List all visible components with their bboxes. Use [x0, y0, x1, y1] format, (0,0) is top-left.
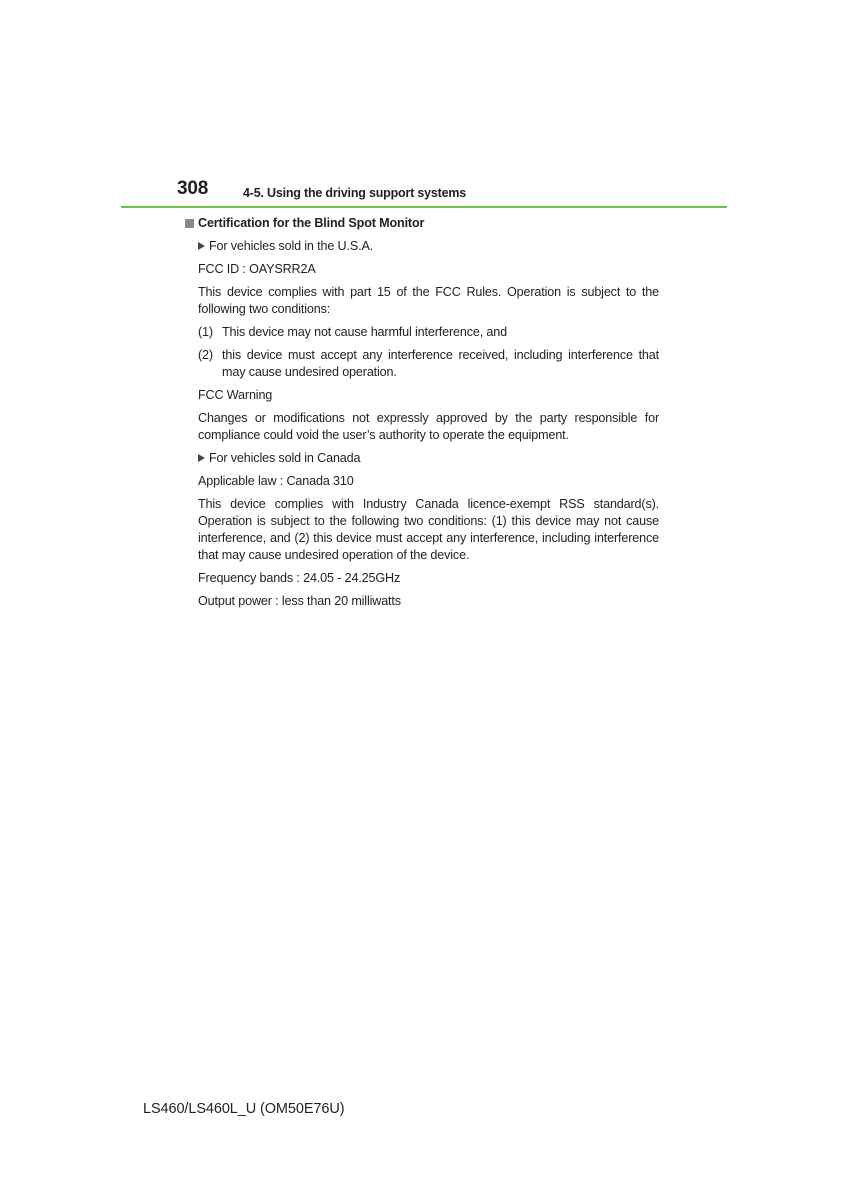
output-power: Output power : less than 20 milliwatts [198, 594, 401, 608]
fcc-warning-title: FCC Warning [198, 388, 273, 402]
condition-item [198, 347, 659, 381]
section-title: 4-5. Using the driving support systems [243, 186, 467, 200]
page-number: 308 [177, 178, 209, 199]
usa-compliance-text: This device complies with part 15 of the FCC Rules. Operation is subject to the following two conditions: [198, 285, 659, 316]
triangle-bullet-icon [198, 242, 205, 250]
square-bullet-icon [185, 219, 194, 228]
frequency-bands: Frequency bands : 24.05 - 24.25GHz [198, 571, 401, 585]
section-heading: Certification for the Blind Spot Monitor [198, 216, 425, 230]
condition-item [198, 324, 659, 341]
canada-compliance-text: This device complies with Industry Canada licence-exempt RSS standard(s). Operation is subject to the following two conditions: (1) this device may not cause interference, and (2) this device must accept any interference, including interference that may cause undesired operation of the device. [198, 497, 659, 562]
fcc-warning-text: Changes or modifications not expressly approved by the party responsible for compliance could void the user’s authority to operate the equipment. [198, 411, 659, 442]
usa-subheading [198, 238, 659, 255]
header-rule [121, 206, 727, 208]
page-content [198, 214, 659, 616]
usa-label: For vehicles sold in the U.S.A. [209, 239, 374, 253]
heading-row [198, 215, 659, 232]
condition-text: This device may not cause harmful interference, and [222, 325, 507, 339]
canada-subheading [198, 450, 659, 467]
applicable-law: Applicable law : Canada 310 [198, 474, 354, 488]
condition-number: (1) [198, 325, 213, 339]
condition-number: (2) [198, 348, 213, 362]
triangle-bullet-icon [198, 454, 205, 462]
fcc-id: FCC ID : OAYSRR2A [198, 262, 316, 276]
condition-text: this device must accept any interference received, including interference that may cause undesired operation. [222, 348, 659, 379]
footer-model: LS460/LS460L_U (OM50E76U) [143, 1101, 345, 1117]
canada-label: For vehicles sold in Canada [209, 451, 361, 465]
